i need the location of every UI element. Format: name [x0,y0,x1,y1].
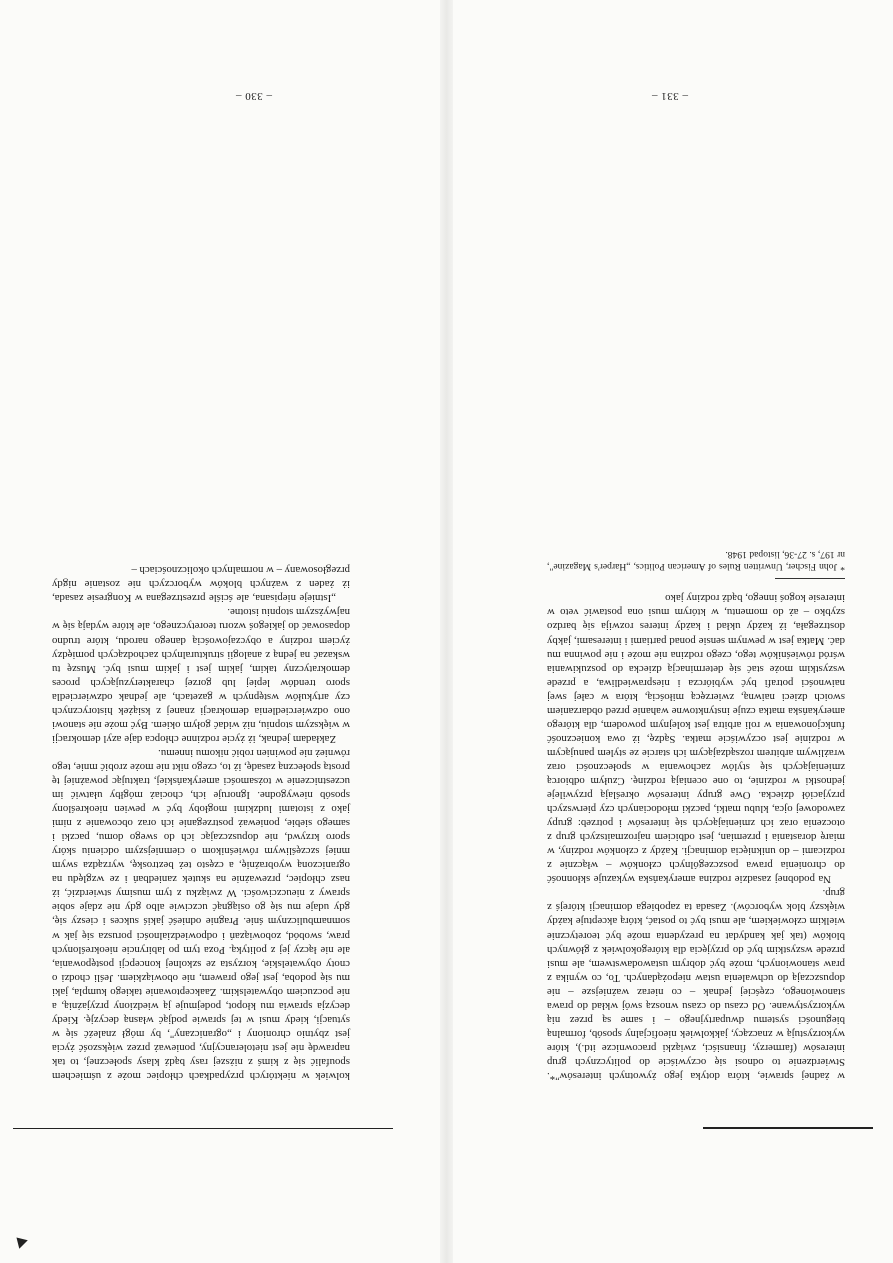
paragraph: kolwiek w niektórych przypadkach chłopiec może z uśmiechem spoufalić się z kimś z niższej rasy bądź klasy społecznej, to tak naprawdę nie jest nietolerancyjny, ponieważ przez większość życia jest zbytnio chroniony i „ograniczany", by mógł znaleźć się w sytuacji, kiedy musi w tej sprawie podjąć własną decyzję. Kiedy decyzja sprawia mu kłopot, podejmuje ją wiedziony przyjaźnią, a nie poczuciem obywatelskim. Zaakceptowanie takiego kumpla, jaki mu się podoba, jest jego prawem, nie obowiązkiem. Jeśli chodzi o cnoty obywatelskie, korzysta ze szkolnej koncepcji postępowania, ale nie łączy jej z polityką. Poza tym po labiryncie nieokreślonych praw, swobód, zobowiązań i odpowiedzialności poruszа się jak w somnambulicznym śnie. Pragnie odnieść jakiś sukces i cieszy się, gdy udaje mu się go osiągnąć uczciwie albo gdy nie zdaje sobie sprawy z nieuczciwości. W związku z tym musimy stwierdzić, iż nasz chłopiec, przeważnie na skutek zaniedbań i ze względu na ograniczoną wyobraźnię, a często też beztroskę, wyrządza swym mniej szczęśliwym rówieśnikom o ciemniejszym odcieniu skóry sporo krzywd, nie dopuszczając ich do swego domu, paczki i samego siebie, ponieważ postrzeganie ich oraz obcowanie z nimi jako z istotami ludzkimi mogłoby być w pewien nieokreślony sposób niewygodne. Ignoruje ich, chociaż mógłby ułatwić im uczestniczenie w tożsamości amerykańskiej, traktując poważniej tę prostą społeczną zasadę, iż to, czego nikt nie może zrobić mnie, tego również nie powinien robić nikomu innemu. [52,746,350,1082]
page-331-text-column [547,547,845,1083]
paragraph: Zakładam jednak, iż życie rodzinne chłopca daje azyl demokracji w większym stopniu, niż widać gołym okiem. Być może nie stanowi ono odzwierciedlenia demokracji znanej z książek historycznych czy artykułów wstępnych w gazetach, ale jednak odzwierciedla sporo trendów lepiej lub gorzej charakteryzujących proces demokratyczny takim, jakim jest i jakim musi być. Muszę tu wskazać na jedną z analogii strukturalnych zachodzących pomiędzy życiem rodziny a obyczajowością danego narodu, które trudno dopasować do jakiegoś wzoru teoretycznego, ale które wydają się w najwyższym stopniu istotne. [52,606,350,745]
page-330-text-column [52,563,350,1083]
page-number: – 331 – [651,90,688,102]
scan-edge-line [703,1127,873,1129]
paragraph: w żadnej sprawie, która dotyka jego żywotnych interesów"*. Stwierdzenie to odnosi się oczywiście do politycznych grup interesów (farmerzy, finansiści, związki pracownicze itd.), które wykorzystują w znaczący, jakkolwiek nieoficjalny sposób, formalną bieguności systemu dwupartyjnego – i same są przez nią wykorzystywane. Od czasu do czasu wnoszą swój wkład do prawa stanowionego, częściej jednak – co nierаz ważniejsze – nie dopuszczają do uchwalenia ustaw niepożądanych. To, co wynika z praw stanowionych, może być dobrym ustawodawstwem, ale musi przede wszystkim być do przyjęcia dla któregokolwiek z głównych bloków (tak jak kandydat na prezydenta może być teoretycznie wielkim człowiekiem, ale musi być to postać, którą akceptuje każdy większy blok wyborców). Zasada ta zapobiega dominacji którejś z grup. [547,887,845,1082]
footnote: * John Fischer, Unwritten Rules of American Politics, „Harper's Magazine", nr 197, s. 27-36, listopad 1948. [547,548,845,573]
scan-edge-line [13,1128,393,1129]
paragraph: „Istnieje niepisana, ale ściśle przestrzegana w Kongresie zasada, iż żaden z ważnych bloków wyborczych nie zostanie nigdy przegłosowany – w normalnych okolicznościach – [52,564,350,605]
footnote-divider [775,578,845,579]
page-330 [0,0,440,1263]
page-331 [453,0,893,1263]
paragraph: Na podobnej zasadzie rodzina amerykańska wykazuje skłonność do chronienia prawa poszczególnych członków – włącznie z rodzicami – do uniknięcia dominacji. Każdy z członków rodziny, w miarę dorastania i przemian, jest odbiciem najrozmaitszych grup z otoczenia oraz ich zmieniających się interesów i potrzeb: grupy zawodowej ojca, klubu matki, paczki młodocianych czy pierwszych przyjaciół dziecka. Owe grupy interesów określają przywileje jednostki w rodzinie, to one oceniają rodzinę. Czułym odbiorcą zmieniających się stylów zachowania w społeczności oraz wrażliwym arbitrem rozsądzającym ich starcie ze stylem panującym w rodzinie jest oczywiście matka. Sądzę, iż owa konieczność funkcjonowania w roli arbitra jest kolejnym powodem, dla którego amerykańska matka czuje instynktowne wahanie przed obdarzaniem swoich dzieci naiwną, zwierzęcą miłością, która w całej swej naiwności potrafi być wybiórcza i niesprawiedliwa, a przede wszystkim może stać się determinacją dziecka do poszukiwania wśród rówieśników tego, czego rodzina nie może i nie powinna mu dać. Matka jest w pewnym sensie ponad partiami i interesami, jakby dostrzegała, iż każdy układ i każdy interes rozwija się bardzo szybko – aż do momentu, w którym musi ona postawić veto w interesie kogoś innego, bądź rodziny jako [547,592,845,886]
page-number: – 330 – [235,90,272,102]
